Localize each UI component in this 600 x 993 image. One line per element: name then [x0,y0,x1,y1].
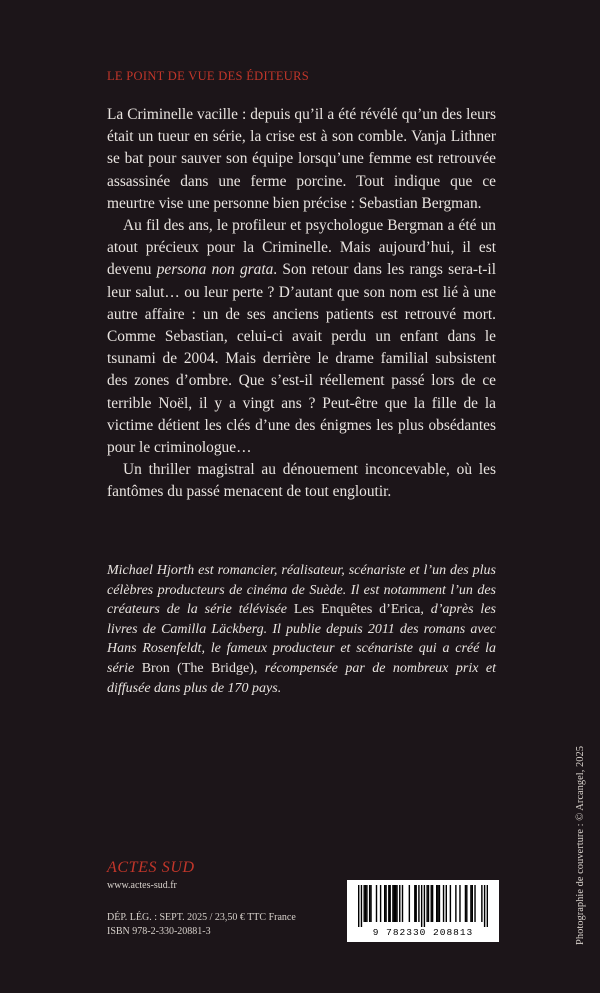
barcode-bar [396,885,397,922]
publisher-url: www.actes-sud.fr [107,880,177,891]
barcode [347,880,499,942]
series-title-erica: Les Enquêtes d’Erica [293,602,421,618]
barcode-bar [363,885,364,922]
barcode-bar [470,885,471,922]
barcode-bar [432,885,433,922]
barcode-bar [446,885,447,922]
author-bio-part-3: , récompensée par de nombreux prix et diffusée dans plus de 170 pays. [107,660,496,696]
barcode-bar [437,885,438,922]
blurb-paragraph-1: La Criminelle vacille : depuis qu’il a été révélé qu’un des leurs était un tueur en série, la crise est à son comble. Vanja Lithner se bat pour sauver son équipe lorsqu’une femme est retrouvée assassinée dans une ferme porcine. Tout indique que ce meurtre vise une personne bien précise : Sebastian Bergman. [107,106,496,212]
blurb-paragraph-2-start: Au fil des ans, le profileur et psychologue Bergman a été un atout précieux pour la Criminelle. Mais aujourd’hui, il est devenu [107,217,496,279]
barcode-bar [484,885,485,927]
author-bio-part-2: , d’après les livres de Camilla Läckberg. Il publie depuis 2011 des romans avec Hans Rosenfeldt, le fameux producteur et scénariste qui a créé la série [107,602,496,676]
barcode-bar [472,885,473,922]
barcode-bar [443,885,444,922]
book-blurb [107,104,496,504]
barcode-bar [409,885,410,922]
barcode-bar [399,885,400,922]
barcode-bar [466,885,467,922]
barcode-bar [365,885,366,922]
blurb-paragraph-2-end: . Son retour dans les rangs sera-t-il leur salut… ou leur perte ? D’autant que son nom est lié à une autre affaire : un de ses anciens patients est retrouvé mort. Comme Sebastian, celui-ci avait perdu un enfant dans le tsunami de 2004. Mais derrière le drame familial subsistent des zones d’ombre. Que s’est-il réellement passé lors de ce terrible Noël, il y a vingt ans ? Peut-être que la fille de la victime détient les clés d’une des énigmes les plus obsédantes pour le criminologue… [107,261,496,457]
barcode-bar [369,885,370,922]
barcode-bar [474,885,475,922]
barcode-bar [358,885,359,927]
publisher-logo: ACTES SUD [107,859,195,876]
barcode-bar [415,885,416,922]
barcode-bar [418,885,419,922]
barcode-bar [439,885,440,922]
barcode-bar [487,885,488,927]
barcode-bar [455,885,456,922]
barcode-bar [395,885,396,922]
barcode-bar [370,885,371,922]
barcode-bar [384,885,385,922]
barcode-bar [465,885,466,922]
barcode-bar [366,885,367,922]
barcode-bar [361,885,362,927]
photo-credit: Photographie de couverture : © Arcangel, 2025 [575,746,586,945]
barcode-bar [459,885,460,922]
series-title-bron: Bron (The Bridge) [141,660,254,676]
barcode-bar [376,885,377,922]
author-bio-part-1: Michael Hjorth est romancier, réalisateur, scénariste et l’un des plus célèbres producteurs de cinéma de Suède. Il est notamment l’un des créateurs de la série télévisée [107,563,496,618]
barcode-bar [421,885,422,927]
blurb-paragraph-2 [107,215,496,459]
isbn: ISBN 978-2-330-20881-3 [107,926,211,937]
barcode-bar [426,885,427,922]
barcode-bar [388,885,389,922]
blurb-italic-phrase: persona non grata [156,261,274,279]
barcode-bar [436,885,437,922]
barcode-bar [481,885,482,922]
barcode-bar [428,885,429,922]
barcode-digits: 9 782330 208813 [372,927,474,938]
barcode-bar [392,885,393,922]
barcode-bar [385,885,386,922]
barcode-bar [424,885,425,927]
barcode-bar [431,885,432,922]
legal-deposit-price: DÉP. LÉG. : SEPT. 2025 / 23,50 € TTC France [107,912,296,923]
barcode-bar [402,885,403,922]
author-bio [107,561,496,698]
section-heading: LE POINT DE VUE DES ÉDITEURS [107,69,310,83]
blurb-paragraph-3: Un thriller magistral au dénouement inconcevable, où les fantômes du passé menacent de tout engloutir. [107,461,496,501]
barcode-bar [414,885,415,922]
barcode-bar [450,885,451,922]
barcode-bar [394,885,395,922]
barcode-bars [358,885,488,927]
barcode-bar [380,885,381,922]
barcode-bar [389,885,390,922]
